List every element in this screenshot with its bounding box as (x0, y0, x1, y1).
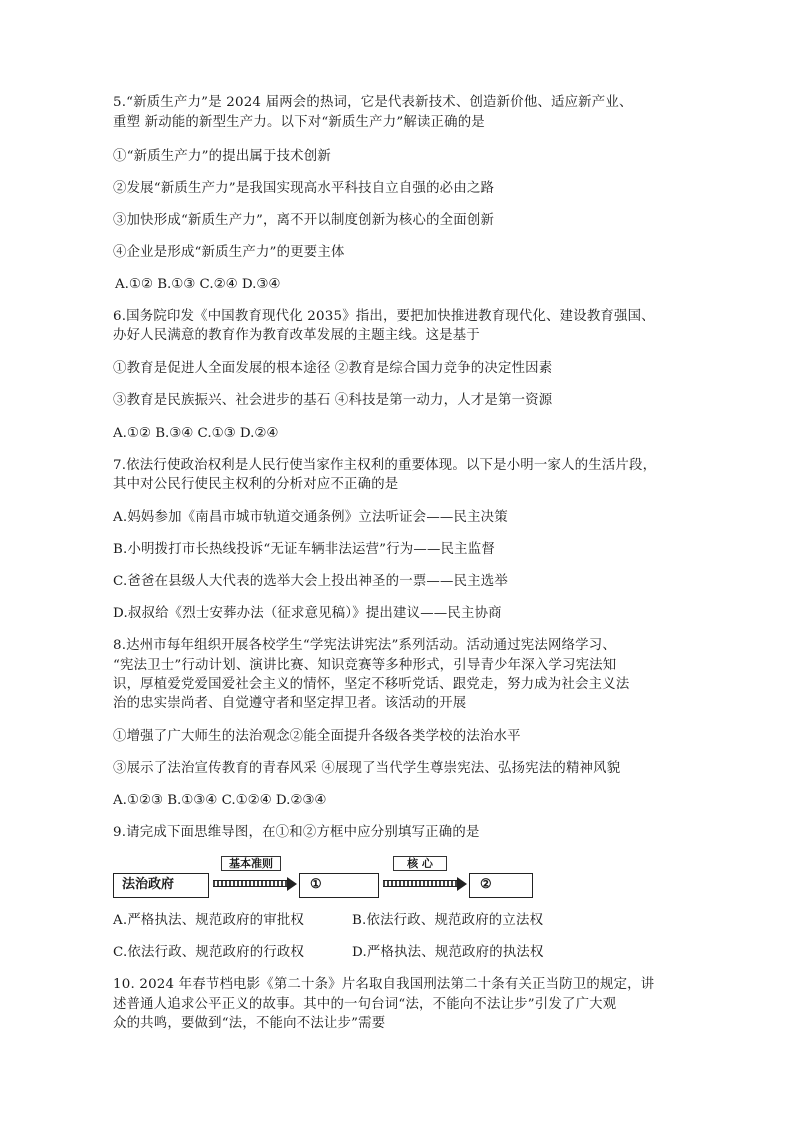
q5-options: A.①② B.①③ C.②④ D.③④ (115, 277, 281, 292)
q5-item4: ④企业是形成“新质生产力”的更要主体 (113, 245, 345, 260)
q10-stem-line2: 述普通人追求公平正义的故事。其中的一句台词“法，不能向不法让步”引发了广大观 (113, 997, 617, 1012)
q8-stem-line3: 识，厚植爱党爱国爱社会主义的情怀，坚定不移听党话、跟党走，努力成为社会主义法 (113, 677, 630, 692)
q9-option-a: A.严格执法、规范政府的审批权 (113, 913, 305, 928)
q9-option-b: B.依法行政、规范政府的立法权 (352, 913, 544, 928)
q5-item2: ②发展“新质生产力”是我国实现高水平科技自立自强的必由之路 (113, 181, 495, 196)
mindmap-start-box: 法治政府 (113, 873, 209, 898)
q8-stem-line1: 8.达州市每年组织开展各校学生“学宪法讲宪法”系列活动。活动通过宪法网络学习、 (113, 638, 616, 653)
q5-item1: ①“新质生产力”的提出属于技术创新 (113, 149, 331, 164)
q5-stem-line1: 5.“新质生产力”是 2024 届两会的热词，它是代表新技术、创造新价他、适应新产业、 (113, 95, 633, 110)
q8-stem-line4: 治的忠实崇尚者、自觉遵守者和坚定捍卫者。该活动的开展 (113, 696, 467, 711)
mindmap-label-core: 核 心 (393, 856, 447, 871)
q10-stem-line1: 10. 2024 年春节档电影《第二十条》片名取自我国刑法第二十条有关正当防卫的规定，讲 (113, 977, 655, 992)
q6-stem-line2: 办好人民满意的教育作为教育改革发展的主题主线。这是基于 (113, 328, 480, 343)
q5-item3: ③加快形成“新质生产力”，离不开以制度创新为核心的全面创新 (113, 213, 495, 228)
q7-stem-line1: 7.依法行使政治权利是人民行使当家作主权利的重要体现。以下是小明一家人的生活片段， (113, 458, 657, 473)
q9-option-c: C.依法行政、规范政府的行政权 (113, 945, 305, 960)
mindmap-label-basic-principle: 基本准则 (221, 856, 281, 871)
q10-stem-line3: 众的共鸣，要做到“法，不能向不法让步”需要 (113, 1016, 386, 1031)
q6-stem-line1: 6.国务院印发《中国教育现代化 2035》指出，要把加快推进教育现代化、建设教育强国、 (113, 309, 655, 324)
q9-option-d: D.严格执法、规范政府的执法权 (352, 945, 544, 960)
q9-mind-map (113, 856, 533, 904)
q7-option-c: C.爸爸在县级人大代表的选举大会上投出神圣的一票——民主选举 (113, 574, 508, 589)
q7-option-d: D.叔叔给《烈士安葬办法（征求意见稿）》提出建议——民主协商 (113, 606, 502, 621)
q7-stem-line2: 其中对公民行使民主权利的分析对应不正确的是 (113, 477, 399, 492)
q6-items-line1: ①教育是促进人全面发展的根本途径 ②教育是综合国力竞争的决定性因素 (113, 361, 553, 376)
mindmap-box-2: ② (469, 873, 533, 898)
mindmap-arrow-1 (213, 880, 297, 888)
q8-items-line1: ①增强了广大师生的法治观念②能全面提升各级各类学校的法治水平 (113, 729, 521, 744)
q8-items-line2: ③展示了法治宣传教育的青春风采 ④展现了当代学生尊崇宪法、弘扬宪法的精神风貌 (113, 761, 621, 776)
q7-option-b: B.小明拨打市长热线投诉“无证车辆非法运营”行为——民主监督 (113, 542, 495, 557)
mindmap-box-1: ① (299, 873, 379, 898)
q6-items-line2: ③教育是民族振兴、社会进步的基石 ④科技是第一动力，人才是第一资源 (113, 393, 553, 408)
q5-stem-line2: 重塑 新动能的新型生产力。以下对“新质生产力”解读正确的是 (113, 115, 485, 130)
q7-option-a: A.妈妈参加《南昌市城市轨道交通条例》立法听证会——民主决策 (113, 510, 508, 525)
mindmap-arrow-2 (383, 880, 467, 888)
q8-options: A.①②③ B.①③④ C.①②④ D.②③④ (113, 793, 327, 808)
q8-stem-line2: “宪法卫士”行动计划、演讲比赛、知识竞赛等多种形式，引导青少年深入学习宪法知 (113, 658, 617, 673)
q6-options: A.①② B.③④ C.①③ D.②④ (113, 426, 279, 441)
q9-stem: 9.请完成下面思维导图，在①和②方框中应分别填写正确的是 (113, 825, 480, 840)
